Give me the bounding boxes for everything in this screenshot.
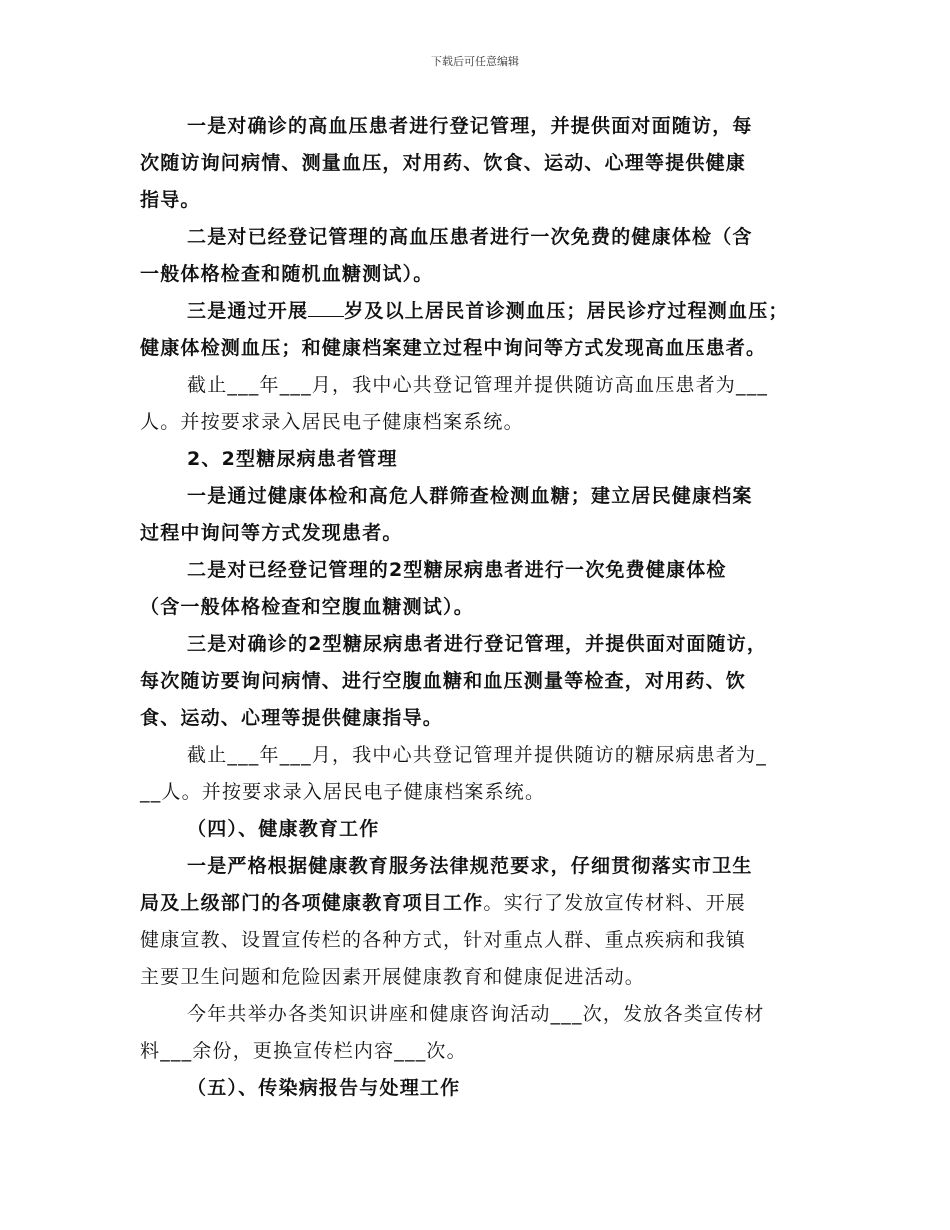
paragraph-line: 今年共举办各类知识讲座和健康咨询活动___次，发放各类宣传材 <box>187 1003 765 1025</box>
paragraph-line: 食、运动、心理等提供健康指导。 <box>140 707 444 729</box>
paragraph-line: 一般体格检查和随机血糖测试）。 <box>140 263 434 285</box>
paragraph-line: 主要卫生问题和危险因素开展健康教育和健康促进活动。 <box>140 966 646 988</box>
paragraph-line <box>140 293 820 330</box>
paragraph-line: 每次随访要询问病情、进行空腹血糖和血压测量等检查，对用药、饮 <box>140 670 747 692</box>
paragraph-line: 过程中询问等方式发现患者。 <box>140 522 403 544</box>
paragraph-line: 截止___年___月，我中心共登记管理并提供随访的糖尿病患者为_ <box>187 744 767 766</box>
paragraph-line: __人。并按要求录入居民电子健康档案系统。 <box>140 781 546 803</box>
section-heading: （五）、传染病报告与处理工作 <box>187 1077 461 1099</box>
page-header: 下载后可任意编辑 <box>431 55 519 68</box>
paragraph-line: 人。并按要求录入居民电子健康档案系统。 <box>140 411 524 433</box>
document-body <box>140 108 820 1107</box>
line-text-bold: 局及上级部门的各项健康教育项目工作 <box>140 892 484 914</box>
paragraph-line: 健康体检测血压；和健康档案建立过程中询问等方式发现高血压患者。 <box>140 337 767 359</box>
paragraph-line <box>140 885 820 922</box>
blank-underline <box>308 299 344 317</box>
paragraph-line: 截止___年___月，我中心共登记管理并提供随访高血压患者为___ <box>187 374 769 396</box>
paragraph-line: 健康宣教、设置宣传栏的各种方式，针对重点人群、重点疾病和我镇 <box>140 929 747 951</box>
section-heading: 2、2型糖尿病患者管理 <box>187 448 398 470</box>
line-text: 三是通过开展 <box>187 300 309 322</box>
paragraph-line: 二是对已经登记管理的2型糖尿病患者进行一次免费健康体检 <box>187 559 727 581</box>
paragraph-line: 次随访询问病情、测量血压，对用药、饮食、运动、心理等提供健康 <box>140 152 747 174</box>
paragraph-line: （含一般体格检查和空腹血糖测试）。 <box>140 596 474 618</box>
paragraph-line: 一是通过健康体检和高危人群筛查检测血糖；建立居民健康档案 <box>187 485 753 507</box>
paragraph-line: 二是对已经登记管理的高血压患者进行一次免费的健康体检（含 <box>187 226 753 248</box>
paragraph-line: 料___余份，更换宣传栏内容___次。 <box>140 1040 467 1062</box>
paragraph-line: 一是对确诊的高血压患者进行登记管理，并提供面对面随访，每 <box>187 115 753 137</box>
line-text: 。实行了发放宣传材料、开展 <box>483 892 747 914</box>
paragraph-line: 指导。 <box>140 189 201 211</box>
paragraph-line: 一是严格根据健康教育服务法律规范要求，仔细贯彻落实市卫生 <box>187 855 753 877</box>
section-heading: （四）、健康教育工作 <box>187 818 380 840</box>
paragraph-line: 三是对确诊的2型糖尿病患者进行登记管理，并提供面对面随访， <box>187 633 768 655</box>
line-text: 岁及以上居民首诊测血压；居民诊疗过程测血压； <box>344 300 789 322</box>
